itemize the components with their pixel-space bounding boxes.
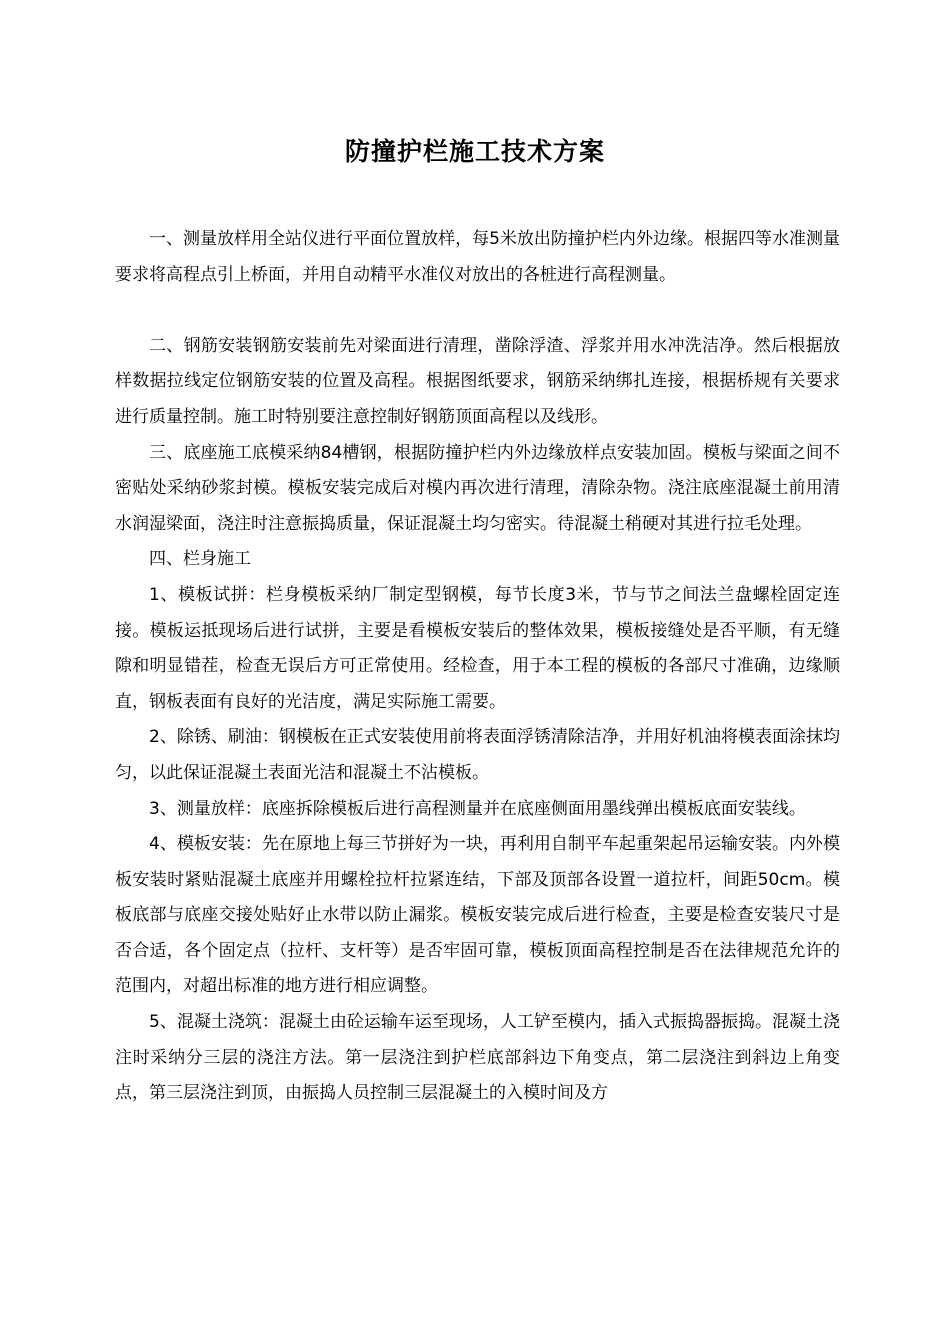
paragraph-rebar-installation: 二、钢筋安装钢筋安装前先对梁面进行清理，凿除浮渣、浮浆并用水冲洗洁净。然后根据放样数据拉线定位钢筋安装的位置及高程。根据图纸要求，钢筋采纳绑扎连接，根据桥规有关要求进行质量控制。施工时特别要注意控制好钢筋顶面高程以及线形。 [115, 335, 840, 427]
document-body [115, 222, 840, 1112]
paragraph-rail-body-heading: 四、栏身施工 [149, 549, 251, 570]
document-title: 防撞护栏施工技术方案 [344, 137, 605, 166]
paragraph-concrete-pouring: 5、混凝土浇筑：混凝土由砼运输车运至现场，人工铲至模内，插入式振捣器振捣。混凝土浇注时采纳分三层的浇注方法。第一层浇注到护栏底部斜边下角变点，第二层浇注到斜边上角变点，第三层浇注到顶，由振捣人员控制三层混凝土的入模时间及方 [115, 1012, 840, 1104]
paragraph-survey-staking: 3、测量放样：底座拆除模板后进行高程测量并在底座侧面用墨线弹出模板底面安装线。 [149, 798, 806, 819]
paragraph-rust-removal: 2、除锈、刷油：钢模板在正式安装使用前将表面浮锈清除洁净，并用好机油将模表面涂抹均匀，以此保证混凝土表面光洁和混凝土不沾模板。 [115, 727, 840, 783]
paragraph-gap [115, 293, 840, 329]
paragraph-survey-layout: 一、测量放样用全站仪进行平面位置放样，每5米放出防撞护栏内外边缘。根据四等水准测量要求将高程点引上桥面，并用自动精平水准仪对放出的各桩进行高程测量。 [115, 229, 840, 285]
paragraph-base-construction: 三、底座施工底模采纳84槽钢，根据防撞护栏内外边缘放样点安装加固。模板与梁面之间不密贴处采纳砂浆封模。模板安装完成后对模内再次进行清理，清除杂物。浇注底座混凝土前用清水润湿梁面，浇注时注意振捣质量，保证混凝土均匀密实。待混凝土稍硬对其进行拉毛处理。 [115, 442, 840, 534]
paragraph-formwork-trial: 1、模板试拼：栏身模板采纳厂制定型钢模，每节长度3米，节与节之间法兰盘螺栓固定连接。模板运抵现场后进行试拼，主要是看模板安装后的整体效果，模板接缝处是否平顺，有无缝隙和明显错茬，检查无误后方可正常使用。经检查，用于本工程的模板的各部尺寸准确，边缘顺直，钢板表面有良好的光洁度，满足实际施工需要。 [115, 584, 840, 712]
paragraph-formwork-installation: 4、模板安装：先在原地上每三节拼好为一块，再利用自制平车起重架起吊运输安装。内外模板安装时紧贴混凝土底座并用螺栓拉杆拉紧连结，下部及顶部各设置一道拉杆，间距50cm。模板底部与底座交接处贴好止水带以防止漏浆。模板安装完成后进行检查，主要是检查安装尺寸是否合适，各个固定点（拉杆、支杆等）是否牢固可靠，模板顶面高程控制是否在法律规范允许的范围内，对超出标准的地方进行相应调整。 [115, 834, 840, 997]
